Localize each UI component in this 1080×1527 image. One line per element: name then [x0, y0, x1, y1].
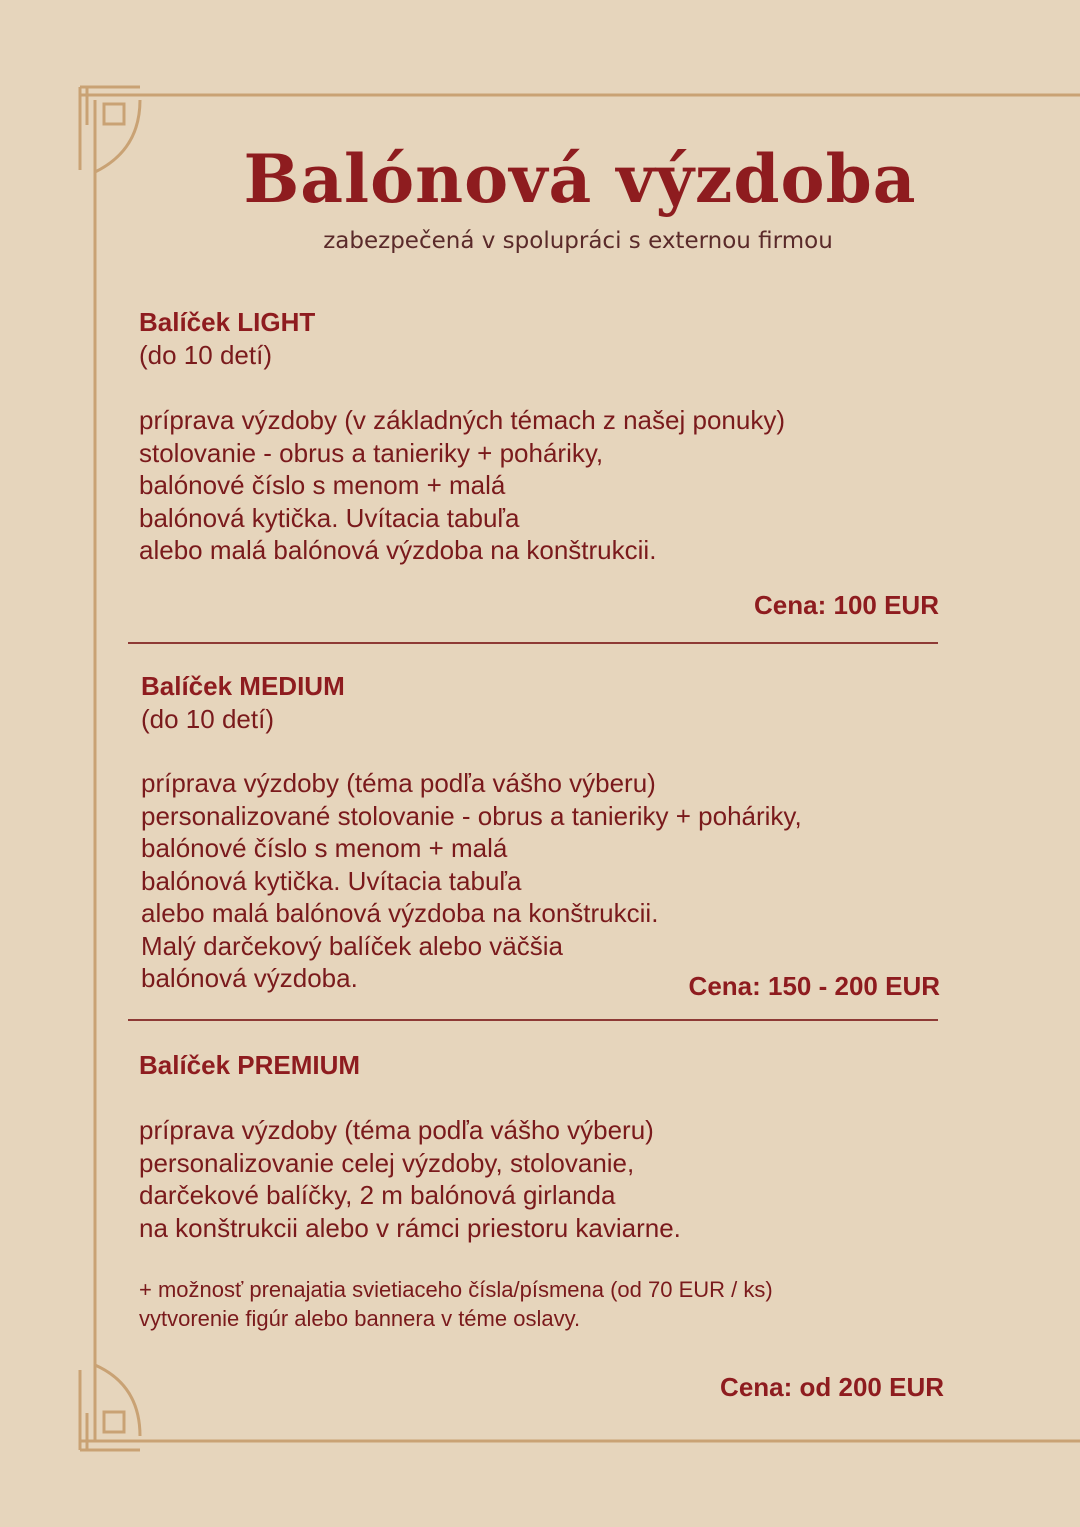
section-divider	[128, 642, 938, 644]
description-line: darčekové balíčky, 2 m balónová girlanda	[139, 1180, 616, 1210]
package-price: Cena: od 200 EUR	[720, 1372, 944, 1402]
description-line: na konštrukcii alebo v rámci priestoru kaviarne.	[139, 1212, 681, 1243]
section-divider	[128, 1019, 938, 1021]
package-description	[139, 1114, 681, 1244]
description-line: balónové číslo s menom + malá	[139, 470, 506, 500]
package-price: Cena: 100 EUR	[754, 590, 939, 620]
package-description	[141, 767, 802, 995]
package-title: Balíček LIGHT	[139, 307, 316, 337]
description-line: príprava výzdoby (v základných témach z našej ponuky)	[139, 405, 785, 435]
package-price: Cena: 150 - 200 EUR	[688, 971, 940, 1001]
description-line: personalizovanie celej výzdoby, stolovanie,	[139, 1147, 635, 1178]
page-title: Balónová výzdoba	[243, 140, 917, 218]
description-line: personalizované stolovanie - obrus a tanieriky + poháriky,	[141, 800, 802, 831]
description-line: alebo malá balónová výzdoba na konštrukcii.	[141, 898, 659, 928]
note-line: vytvorenie figúr alebo bannera v téme oslavy.	[139, 1306, 581, 1331]
package-capacity: (do 10 detí)	[141, 704, 274, 734]
package-title: Balíček MEDIUM	[141, 671, 345, 701]
description-line: balónová kytička. Uvítacia tabuľa	[139, 502, 520, 533]
description-line: Malý darčekový balíček alebo väčšia	[141, 930, 563, 961]
description-line: príprava výzdoby (téma podľa vášho výberu)	[139, 1115, 654, 1145]
description-line: príprava výzdoby (téma podľa vášho výberu)	[141, 768, 656, 798]
page-subtitle: zabezpečená v spolupráci s externou firmou	[323, 228, 833, 254]
description-line: balónové číslo s menom + malá	[141, 833, 508, 863]
description-line: balónová výzdoba.	[141, 963, 358, 993]
description-line: balónová kytička. Uvítacia tabuľa	[141, 865, 522, 896]
note-line: + možnosť prenajatia svietiaceho čísla/písmena (od 70 EUR / ks)	[139, 1277, 773, 1302]
package-capacity: (do 10 detí)	[139, 340, 272, 370]
package-title: Balíček PREMIUM	[139, 1050, 361, 1080]
package-notes	[139, 1275, 773, 1333]
description-line: alebo malá balónová výzdoba na konštrukcii.	[139, 535, 657, 565]
package-description	[139, 404, 785, 567]
description-line: stolovanie - obrus a tanieriky + poháriky,	[139, 437, 604, 468]
